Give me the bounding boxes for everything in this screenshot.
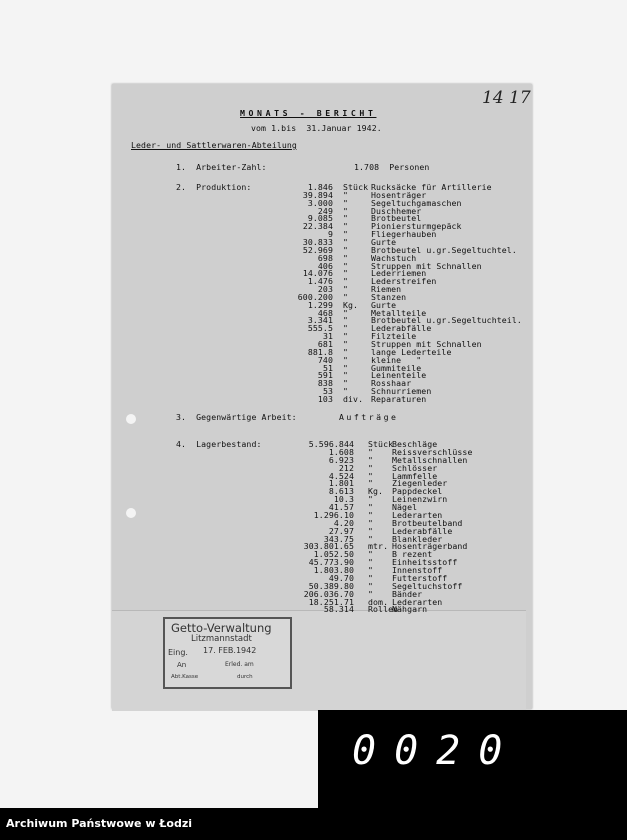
- stock-row-unit: ": [368, 525, 374, 536]
- production-row-item: Lederstreifen: [371, 276, 437, 287]
- stock-row-unit: ": [368, 494, 374, 505]
- stock-row-item: Brotbeutelband: [392, 517, 463, 528]
- report-period: vom 1.bis 31.Januar 1942.: [251, 123, 382, 133]
- stock-row-unit: ": [368, 549, 374, 560]
- stock-row-qty: 27.97: [328, 525, 354, 536]
- production-row-qty: 9.085: [307, 213, 333, 224]
- section-production-label: 2. Produktion:: [176, 182, 252, 192]
- stock-row-item: Nähgarn: [392, 604, 428, 615]
- production-row-unit: ": [343, 236, 349, 247]
- stock-row-unit: ": [368, 588, 374, 599]
- section-current-work-value: Aufträge: [339, 412, 399, 422]
- stock-row-qty: 212: [338, 462, 354, 473]
- stock-row-item: Bänder: [392, 588, 423, 599]
- stock-row-qty: 1.801: [328, 478, 354, 489]
- production-row-qty: 22.384: [302, 221, 333, 232]
- production-row-qty: 39.894: [302, 189, 333, 200]
- stock-row-item: Lederarten: [392, 509, 443, 520]
- production-row-item: Segeltuchgamaschen: [371, 197, 462, 208]
- production-row-unit: ": [343, 370, 349, 381]
- production-row-item: Metallteile: [371, 307, 427, 318]
- production-row-item: Rosshaar: [371, 378, 412, 389]
- production-row-qty: 249: [317, 205, 333, 216]
- stock-row-unit: Rollen: [368, 604, 399, 615]
- production-row-qty: 681: [317, 339, 333, 349]
- production-row-item: Wachstuch: [371, 252, 417, 263]
- stock-row-unit: dom.: [368, 596, 389, 607]
- stock-row-qty: 6.923: [328, 454, 354, 465]
- production-row-unit: ": [343, 307, 349, 318]
- stock-row-item: Pappdeckel: [392, 486, 443, 497]
- production-row-unit: ": [343, 229, 349, 240]
- production-row-item: Schnurriemen: [371, 386, 432, 397]
- stock-row-unit: ": [368, 565, 374, 576]
- production-row-unit: ": [343, 291, 349, 302]
- stamp-erled: Erled. am: [225, 661, 254, 668]
- archive-name: Archiwum Państwowe w Łodzi: [6, 817, 193, 830]
- stock-row-item: Blankleder: [392, 533, 443, 544]
- production-row-item: Struppen mit Schnallen: [371, 339, 482, 349]
- production-row-unit: ": [343, 354, 349, 365]
- stamp-date: 17. FEB.1942: [203, 646, 257, 655]
- production-row-unit: ": [343, 189, 349, 200]
- stock-row-qty: 4.20: [333, 517, 354, 528]
- stock-row-item: Leinenzwirn: [392, 494, 448, 505]
- stock-row-unit: ": [368, 580, 374, 591]
- production-row-item: Brotbeutel u.gr.Segeltuchtel.: [371, 244, 517, 255]
- punch-hole: [126, 508, 136, 518]
- production-row-item: Pioniersturmgepäck: [371, 221, 462, 232]
- production-row-qty: 740: [317, 354, 333, 365]
- production-row-item: kleine ": [371, 354, 422, 365]
- production-row-unit: div.: [343, 393, 364, 404]
- stock-row-item: Innenstoff: [392, 565, 443, 576]
- production-row-qty: 203: [317, 284, 333, 295]
- production-row-qty: 31: [322, 331, 333, 342]
- production-row-unit: ": [343, 339, 349, 349]
- production-row-unit: ": [343, 331, 349, 342]
- stock-row-unit: Stück: [368, 439, 394, 449]
- stock-row-item: Beschläge: [392, 439, 438, 449]
- stock-row-qty: 343.75: [323, 533, 354, 544]
- production-row-item: Gummiteile: [371, 362, 422, 373]
- stock-row-item: Futterstoff: [392, 572, 448, 583]
- production-row-item: Duschhemer: [371, 205, 422, 216]
- stock-row-unit: ": [368, 517, 374, 528]
- production-row-qty: 51: [322, 362, 333, 373]
- production-row-item: Lederabfälle: [371, 323, 432, 334]
- stock-row-qty: 206.036.70: [303, 588, 354, 599]
- production-row-unit: ": [343, 197, 349, 208]
- production-row-item: Riemen: [371, 284, 402, 295]
- production-row-unit: ": [343, 362, 349, 373]
- section-workers-label: 1. Arbeiter-Zahl:: [176, 162, 267, 172]
- stock-row-unit: ": [368, 478, 374, 489]
- stock-row-unit: ": [368, 470, 374, 481]
- production-row-qty: 600.200: [297, 291, 333, 302]
- production-row-item: Hosenträger: [371, 189, 427, 200]
- stock-row-item: Lederabfälle: [392, 525, 453, 536]
- stock-row-item: Reissverschlüsse: [392, 446, 473, 457]
- production-row-unit: ": [343, 386, 349, 397]
- production-row-unit: Stück: [343, 182, 369, 192]
- production-row-item: Struppen mit Schnallen: [371, 260, 482, 271]
- report-title: MONATS - BERICHT: [240, 108, 377, 118]
- production-row-qty: 14.076: [302, 268, 333, 279]
- production-row-qty: 103: [317, 393, 333, 404]
- production-row-qty: 3.000: [307, 197, 333, 208]
- stock-row-item: Metallschnallen: [392, 454, 468, 465]
- production-row-unit: ": [343, 284, 349, 295]
- production-row-unit: ": [343, 268, 349, 279]
- frame-number: 0020: [352, 728, 521, 774]
- stock-row-item: Nägel: [392, 502, 418, 513]
- section-stock-label: 4. Lagerbestand:: [176, 439, 262, 449]
- production-row-unit: ": [343, 252, 349, 263]
- stock-row-item: Segeltuchstoff: [392, 580, 463, 591]
- production-row-qty: 406: [317, 260, 333, 271]
- stock-row-qty: 58.314: [323, 604, 354, 615]
- stock-row-qty: 8.613: [328, 486, 354, 497]
- production-row-item: Stanzen: [371, 291, 407, 302]
- production-row-unit: ": [343, 378, 349, 389]
- production-row-qty: 838: [317, 378, 333, 389]
- production-row-unit: ": [343, 244, 349, 255]
- production-row-unit: Kg.: [343, 299, 359, 310]
- stamp-bottom2: durch: [237, 674, 253, 680]
- production-row-qty: 1.299: [307, 299, 333, 310]
- stock-row-unit: ": [368, 502, 374, 513]
- production-row-qty: 1.846: [307, 182, 333, 192]
- stock-row-item: Einheitsstoff: [392, 557, 458, 568]
- production-row-qty: 3.341: [307, 315, 333, 326]
- production-row-item: Fliegerhauben: [371, 229, 437, 240]
- production-row-qty: 30.833: [302, 236, 333, 247]
- stamp-line1: Getto-Verwaltung: [171, 621, 272, 635]
- production-row-qty: 9: [327, 229, 333, 240]
- stock-row-qty: 49.70: [328, 572, 354, 583]
- production-row-qty: 52.969: [302, 244, 333, 255]
- stock-row-item: Lederarten: [392, 596, 443, 607]
- stock-row-item: Hosenträgerband: [392, 541, 468, 552]
- stock-row-qty: 303.801.65: [303, 541, 354, 552]
- stamp-an: An: [177, 661, 187, 669]
- stock-row-qty: 41.57: [328, 502, 354, 513]
- production-row-unit: ": [343, 315, 349, 326]
- production-row-item: Brotbeutel u.gr.Segeltuchteil.: [371, 315, 522, 326]
- stock-row-qty: 5.596.844: [308, 439, 354, 449]
- punch-hole: [126, 414, 136, 424]
- department-heading: Leder- und Sattlerwaren-Abteilung: [131, 140, 297, 150]
- stock-row-qty: 4.524: [328, 470, 354, 481]
- production-row-item: Gurte: [371, 236, 397, 247]
- stock-row-item: Ziegenleder: [392, 478, 448, 489]
- stock-row-qty: 1.296.10: [313, 509, 354, 520]
- stock-row-unit: ": [368, 446, 374, 457]
- production-row-item: Filzteile: [371, 331, 417, 342]
- production-row-unit: ": [343, 260, 349, 271]
- stamp-bottom1: Abt.Kasse: [171, 674, 199, 680]
- stock-row-qty: 45.773.90: [308, 557, 354, 568]
- production-row-item: Brotbeutel: [371, 213, 422, 224]
- production-row-qty: 1.476: [307, 276, 333, 287]
- handwritten-page-marks: 14 17: [482, 88, 531, 108]
- production-row-unit: ": [343, 323, 349, 334]
- stock-row-unit: mtr.: [368, 541, 389, 552]
- received-stamp: [163, 617, 292, 689]
- stock-row-qty: 50.389.80: [308, 580, 354, 591]
- production-row-qty: 881.8: [307, 346, 333, 357]
- stamp-line2: Litzmannstadt: [191, 634, 252, 644]
- production-row-unit: ": [343, 205, 349, 216]
- archive-footer: [0, 808, 627, 840]
- stock-row-unit: ": [368, 572, 374, 583]
- stock-row-item: Lammfelle: [392, 470, 438, 481]
- stock-row-qty: 1.803.80: [313, 565, 354, 576]
- stock-row-qty: 1.608: [328, 446, 354, 457]
- production-row-item: Gurte: [371, 299, 397, 310]
- stock-row-qty: 1.052.50: [313, 549, 354, 560]
- production-row-qty: 53: [322, 386, 333, 397]
- production-row-unit: ": [343, 213, 349, 224]
- stock-row-qty: 10.3: [333, 494, 354, 505]
- production-row-item: lange Lederteile: [371, 346, 452, 357]
- production-row-qty: 698: [317, 252, 333, 263]
- stock-row-item: B rezent: [392, 549, 433, 560]
- stock-row-unit: ": [368, 557, 374, 568]
- production-row-item: Leinenteile: [371, 370, 427, 381]
- stock-row-unit: ": [368, 454, 374, 465]
- stock-row-unit: ": [368, 509, 374, 520]
- production-row-qty: 555.5: [307, 323, 333, 334]
- production-row-qty: 468: [317, 307, 333, 318]
- production-row-unit: ": [343, 221, 349, 232]
- stock-row-unit: ": [368, 533, 374, 544]
- stock-row-item: Schlösser: [392, 462, 438, 473]
- stock-row-unit: Kg.: [368, 486, 384, 497]
- production-row-item: Reparaturen: [371, 393, 427, 404]
- production-row-item: Rucksäcke für Artillerie: [371, 182, 492, 192]
- stamp-eing: Eing.: [168, 648, 188, 657]
- section-workers-value: 1.708 Personen: [354, 162, 430, 172]
- stock-row-qty: 18.251.71: [308, 596, 354, 607]
- section-current-work-label: 3. Gegenwärtige Arbeit:: [176, 412, 297, 422]
- production-row-unit: ": [343, 346, 349, 357]
- production-row-item: Lederriemen: [371, 268, 427, 279]
- production-row-qty: 591: [317, 370, 333, 381]
- stock-row-unit: ": [368, 462, 374, 473]
- production-row-unit: ": [343, 276, 349, 287]
